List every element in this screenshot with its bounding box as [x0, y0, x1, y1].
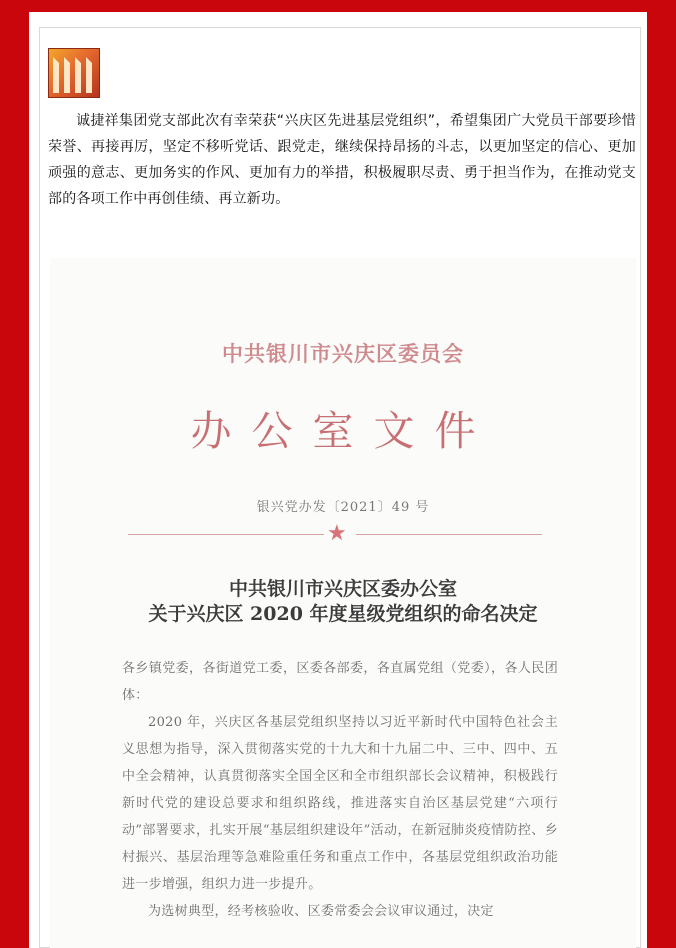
document-paragraph: 2020 年，兴庆区各基层党组织坚持以习近平新时代中国特色社会主义思想为指导，深入贯彻落实党的十九大和十九届二中、三中、四中、五中全会精神，认真贯彻落实全国全区和全市组织部长会议精神，积极践行新时代党的建设总要求和组织路线，推进落实自治区基层党建“六项行动”部署要求，扎实开展“基层组织建设年”活动，在新冠肺炎疫情防控、乡村振兴、基层治理等急难险重任务和重点工作中，各基层党组织政治功能进一步增强，组织力进一步提升。 — [122, 715, 558, 892]
document-recipients: 各乡镇党委，各街道党工委，区委各部委，各直属党组（党委），各人民团体： — [122, 661, 558, 703]
company-logo-icon — [48, 48, 100, 98]
official-document-image — [50, 258, 636, 948]
document-title-line2: 关于兴庆区 2020 年度星级党组织的命名决定 — [148, 603, 538, 625]
document-paragraph: 为选树典型，经考核验收、区委常委会会议审议通过，决定 — [148, 904, 494, 919]
document-number: 银兴党办发〔2021〕49 号 — [256, 500, 430, 515]
document-title-line1: 中共银川市兴庆区委办公室 — [228, 578, 457, 600]
document-org: 中共银川市兴庆区委员会 — [222, 341, 464, 366]
divider-left — [128, 534, 324, 535]
intro-paragraph: 诚捷祥集团党支部此次有幸荣获“兴庆区先进基层党组织”，希望集团广大党员干部要珍惜荣誉、再接再厉，坚定不移听党话、跟党走，继续保持昂扬的斗志，以更加坚定的信心、更加顽强的意志、更加务实的作风、更加有力的举措，积极履职尽责、勇于担当作为，在推动党支部的各项工作中再创佳绩、再立新功。 — [48, 113, 636, 207]
document-body — [122, 655, 558, 925]
star-icon: ★ — [327, 521, 347, 546]
article-panel — [39, 27, 641, 948]
document-header: 办公室文件 — [190, 407, 496, 455]
divider-right — [356, 534, 542, 535]
content-frame — [29, 12, 647, 948]
